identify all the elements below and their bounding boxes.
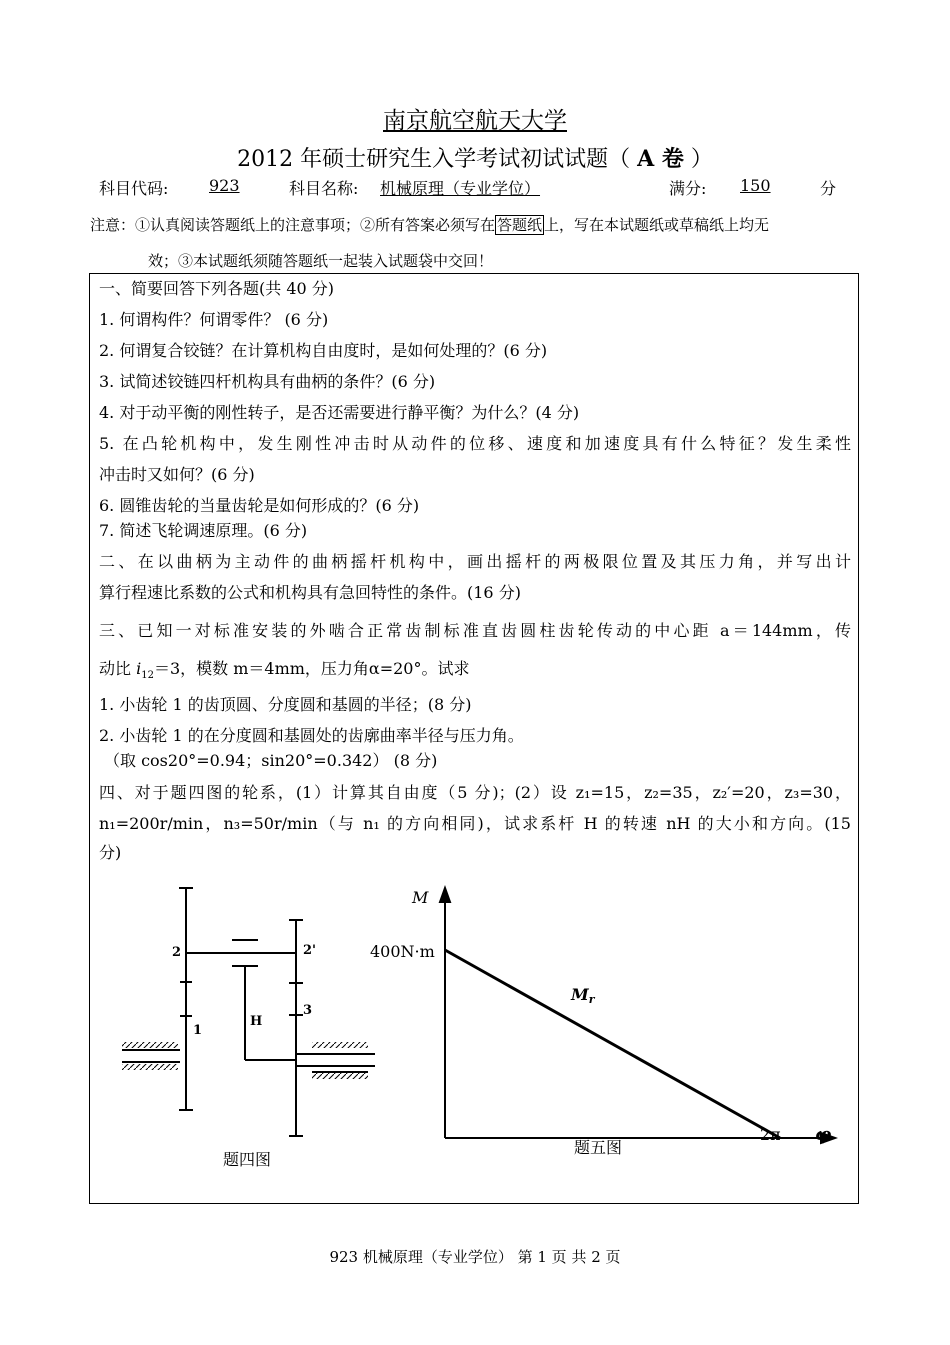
score-unit: 分: [820, 179, 837, 198]
y-axis-arrow: [440, 888, 450, 902]
section1-q7: 7. 简述飞轮调速原理。(6 分): [99, 521, 308, 540]
notice-line-1: [90, 214, 769, 235]
fig4-label-2prime: 2': [303, 943, 317, 958]
section3-line2-a: 动比: [99, 659, 137, 678]
figure5-moment-chart: [360, 880, 850, 1180]
figure4-caption: 题四图: [223, 1150, 272, 1169]
series-label: [570, 985, 596, 1006]
fig4-label-2: 2: [172, 945, 182, 960]
section3-line1: 三、已知一对标准安装的外啮合正常齿制标准直齿圆柱齿轮传动的中心距 a＝144mm，传: [99, 621, 851, 640]
section3-line2: [99, 656, 470, 681]
section2-line1: 二、在以曲柄为主动件的曲柄摇杆机构中，画出摇杆的两极限位置及其压力角，并写出计: [99, 552, 851, 571]
fig4-label-H: H: [250, 1014, 263, 1029]
page-footer: 923 机械原理（专业学位） 第 1 页 共 2 页: [329, 1248, 621, 1266]
section1-q2: 2. 何谓复合铰链？在计算机构自由度时，是如何处理的？(6 分): [99, 341, 548, 360]
notice-text-a: 注意：①认真阅读答题纸上的注意事项；②所有答案必须写在: [90, 216, 496, 234]
notice-text-b: 上，写在本试题纸或草稿纸上均无: [544, 216, 770, 234]
score-value: 150: [740, 176, 771, 195]
x-axis-label: φ: [815, 1124, 832, 1145]
section4-line2: n₁=200r/min，n₃=50r/min（与 n₁ 的方向相同)，试求系杆 H 的转速 nH 的大小和方向。(15: [99, 814, 851, 833]
exam-paper-label: A 卷: [637, 146, 684, 172]
fig4-label-1: 1: [193, 1023, 203, 1038]
section1-q5-line1: 5. 在凸轮机构中，发生刚性冲击时从动件的位移、速度和加速度具有什么特征？发生柔性: [99, 434, 851, 453]
section2-line2: 算行程速比系数的公式和机构具有急回特性的条件。(16 分): [99, 583, 521, 602]
section1-q4: 4. 对于动平衡的刚性转子，是否还需要进行静平衡？为什么？(4 分): [99, 403, 580, 422]
name-value: 机械原理（专业学位）: [380, 179, 541, 198]
notice-boxed-answer-sheet: 答题纸: [497, 216, 543, 234]
figure4-gear-train: [100, 870, 400, 1180]
x-tick-label: 2π: [760, 1125, 781, 1144]
series-label-sub: r: [588, 993, 595, 1006]
section1-heading: 一、简要回答下列各题(共 40 分): [99, 279, 335, 298]
section1-q5-line2: 冲击时又如何？(6 分): [99, 465, 255, 484]
section3-q2: 2. 小齿轮 1 的在分度圆和基圆处的齿廓曲率半径与压力角。: [99, 726, 524, 745]
y-tick-label: 400N·m: [370, 942, 435, 961]
figure5-caption: 题五图: [574, 1138, 623, 1157]
section1-q6: 6. 圆锥齿轮的当量齿轮是如何形成的？(6 分): [99, 496, 420, 515]
section1-q3: 3. 试简述铰链四杆机构具有曲柄的条件？(6 分): [99, 372, 436, 391]
exam-title-prefix: 2012 年硕士研究生入学考试初试试题（: [237, 147, 631, 172]
name-label: 科目名称:: [289, 179, 359, 198]
section3-q2-note: （取 cos20°=0.94；sin20°=0.342） (8 分): [104, 751, 438, 770]
code-label: 科目代码:: [99, 179, 169, 198]
section4-line1: 四、对于题四图的轮系，(1）计算其自由度（5 分)；(2）设 z₁=15，z₂=35，z₂′=20，z₃=30，: [99, 783, 851, 802]
fig4-label-3: 3: [303, 1003, 313, 1018]
left-ground-support: [122, 1042, 180, 1070]
y-axis-label: M: [412, 888, 429, 907]
section3-ratio-symbol: i: [136, 659, 142, 678]
section3-ratio-subscript: 12: [141, 670, 154, 682]
exam-title-suffix: ）: [690, 147, 713, 172]
exam-title: [0, 142, 950, 173]
score-label: 满分:: [669, 179, 707, 198]
section3-q1: 1. 小齿轮 1 的齿顶圆、分度圆和基圆的半径；(8 分): [99, 695, 472, 714]
section4-line3: 分): [99, 843, 122, 862]
university-name: 南京航空航天大学: [383, 108, 567, 134]
notice-line-2: 效；③本试题纸须随答题纸一起装入试题袋中交回！: [148, 252, 494, 270]
series-label-main: M: [571, 985, 589, 1004]
section1-q1: 1. 何谓构件？何谓零件？ (6 分): [99, 310, 329, 329]
series-mr-line: [445, 950, 780, 1138]
section3-line2-b: ＝3，模数 m＝4mm，压力角α=20°。试求: [153, 659, 470, 678]
code-value: 923: [209, 176, 240, 195]
